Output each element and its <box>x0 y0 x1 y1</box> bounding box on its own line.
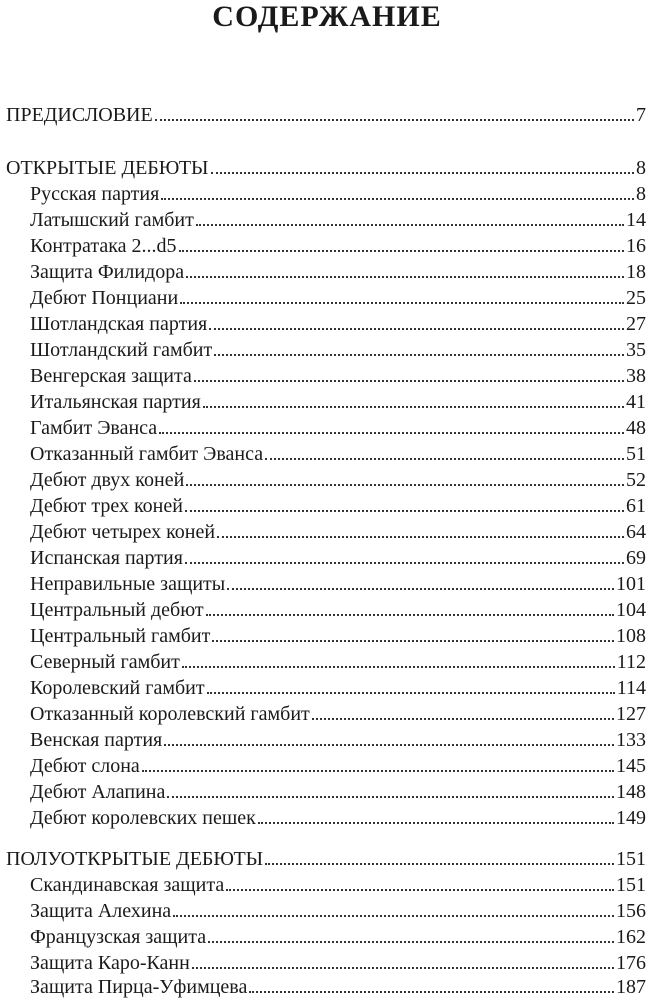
toc-label: Гамбит Эванса <box>30 417 158 439</box>
toc-page-number: 7 <box>636 104 646 126</box>
toc-entry[interactable] <box>30 649 646 675</box>
toc-entry[interactable] <box>30 924 646 950</box>
toc-page-number: 64 <box>626 521 646 543</box>
leader-dots <box>209 327 624 330</box>
toc-page-number: 35 <box>626 339 646 361</box>
toc-label: Дебют двух коней <box>30 469 185 491</box>
toc-label: Дебют трех коней <box>30 495 183 517</box>
leader-dots <box>179 249 624 252</box>
toc-entry[interactable] <box>30 389 646 415</box>
page-title: СОДЕРЖАНИЕ <box>212 0 442 33</box>
toc-page-number: 162 <box>616 926 646 948</box>
leader-dots <box>226 888 614 891</box>
toc-label: Дебют королевских пешек <box>30 807 256 829</box>
toc-page-number: 108 <box>616 625 646 647</box>
toc-label: Отказанный гамбит Эванса <box>30 443 264 465</box>
toc-page-number: 14 <box>626 209 646 231</box>
toc-entry[interactable] <box>30 311 646 337</box>
leader-dots <box>214 353 624 356</box>
leader-dots <box>212 639 614 642</box>
toc-label: Контратака 2...d5 <box>30 235 177 257</box>
toc-label: Северный гамбит <box>30 651 180 673</box>
toc-entry[interactable] <box>30 623 646 649</box>
toc-label: Королевский гамбит <box>30 677 205 699</box>
toc-page-number: 18 <box>626 261 646 283</box>
toc-page-number: 187 <box>616 976 646 998</box>
toc-page-number: 61 <box>626 495 646 517</box>
toc-page-number: 176 <box>616 952 646 974</box>
toc-entry[interactable] <box>30 519 646 545</box>
toc-entry[interactable] <box>30 872 646 898</box>
toc-entry[interactable] <box>30 545 646 571</box>
toc-page-number: 151 <box>616 848 646 870</box>
toc-section-open-openings[interactable] <box>6 155 646 181</box>
toc-label: Испанская партия <box>30 547 183 569</box>
toc-label: Русская партия <box>30 183 160 205</box>
toc-label: Неправильные защиты <box>30 573 226 595</box>
toc-page-number: 16 <box>626 235 646 257</box>
toc-entry[interactable] <box>30 285 646 311</box>
toc-label: Венская партия <box>30 729 163 751</box>
toc-entry[interactable] <box>30 898 646 924</box>
leader-dots <box>312 717 614 720</box>
toc-page-number: 25 <box>626 287 646 309</box>
leader-dots <box>207 691 615 694</box>
toc-label: Дебют слона <box>30 755 140 777</box>
toc-entry[interactable] <box>30 950 646 976</box>
leader-dots <box>194 379 624 382</box>
toc-entry[interactable] <box>30 441 646 467</box>
toc-page-number: 145 <box>616 755 646 777</box>
leader-dots <box>249 990 614 993</box>
toc-label: Центральный гамбит <box>30 625 211 647</box>
leader-dots <box>196 223 624 226</box>
leader-dots <box>265 457 624 460</box>
leader-dots <box>155 118 634 121</box>
toc-entry[interactable] <box>30 675 646 701</box>
toc-section-semi-open-openings[interactable] <box>6 846 646 872</box>
toc-page-number: 148 <box>616 781 646 803</box>
leader-dots <box>185 509 624 512</box>
toc-entry[interactable] <box>30 701 646 727</box>
toc-page-number: 27 <box>626 313 646 335</box>
toc-label: Скандинавская защита <box>30 874 225 896</box>
toc-page-number: 69 <box>626 547 646 569</box>
toc-entry[interactable] <box>30 493 646 519</box>
toc-page-number: 38 <box>626 365 646 387</box>
leader-dots <box>167 795 614 798</box>
toc-entry[interactable] <box>30 337 646 363</box>
toc-label: Латышский гамбит <box>30 209 194 231</box>
toc-label: Защита Пирца-Уфимцева <box>30 976 248 998</box>
leader-dots <box>182 665 615 668</box>
toc-label: Шотландская партия <box>30 313 208 335</box>
toc-label: Защита Алехина <box>30 900 172 922</box>
toc-label: Защита Каро-Канн <box>30 952 190 974</box>
leader-dots <box>159 431 624 434</box>
toc-label: ОТКРЫТЫЕ ДЕБЮТЫ <box>6 157 209 179</box>
toc-entry[interactable] <box>30 597 646 623</box>
leader-dots <box>208 940 614 943</box>
leader-dots <box>258 821 614 824</box>
leader-dots <box>203 405 624 408</box>
toc-entry[interactable] <box>30 415 646 441</box>
toc-label: Дебют Понциани <box>30 287 179 309</box>
toc-page-number: 51 <box>626 443 646 465</box>
toc-page-number: 48 <box>626 417 646 439</box>
leader-dots <box>185 561 624 564</box>
toc-entry[interactable] <box>30 181 646 207</box>
toc-entry[interactable] <box>30 727 646 753</box>
toc-page-number: 156 <box>616 900 646 922</box>
leader-dots <box>206 613 614 616</box>
toc-entry[interactable] <box>30 571 646 597</box>
toc-page-number: 104 <box>616 599 646 621</box>
toc-label: Итальянская партия <box>30 391 201 413</box>
toc-page-number: 133 <box>616 729 646 751</box>
toc-entry[interactable] <box>30 779 646 805</box>
leader-dots <box>186 275 624 278</box>
toc-page-number: 151 <box>616 874 646 896</box>
leader-dots <box>161 197 634 200</box>
toc-entry[interactable] <box>30 753 646 779</box>
leader-dots <box>142 769 614 772</box>
toc-page-number: 101 <box>616 573 646 595</box>
toc-label: Центральный дебют <box>30 599 204 621</box>
leader-dots <box>180 301 624 304</box>
toc-label: Дебют Алапина <box>30 781 166 803</box>
toc-label: Отказанный королевский гамбит <box>30 703 310 725</box>
toc-entry[interactable] <box>30 974 646 1000</box>
toc-entry[interactable] <box>30 259 646 285</box>
toc-page-number: 52 <box>626 469 646 491</box>
leader-dots <box>217 535 624 538</box>
leader-dots <box>227 587 614 590</box>
toc-page-number: 114 <box>616 677 646 699</box>
leader-dots <box>265 862 614 865</box>
toc-page-number: 8 <box>636 157 646 179</box>
toc-label: Защита Филидора <box>30 261 185 283</box>
toc-label: ПРЕДИСЛОВИЕ <box>6 104 153 126</box>
toc-entry[interactable] <box>30 805 646 831</box>
toc-page-number: 8 <box>636 183 646 205</box>
toc-entry-preface[interactable] <box>6 102 646 128</box>
leader-dots <box>164 743 614 746</box>
toc-label: Дебют четырех коней <box>30 521 216 543</box>
toc-page-number: 127 <box>616 703 646 725</box>
leader-dots <box>173 914 614 917</box>
leader-dots <box>186 483 624 486</box>
toc-label: Французская защита <box>30 926 207 948</box>
toc-entry[interactable] <box>30 467 646 493</box>
toc-page-number: 112 <box>616 651 646 673</box>
leader-dots <box>211 171 635 174</box>
toc-label: ПОЛУОТКРЫТЫЕ ДЕБЮТЫ <box>6 848 264 870</box>
toc-entry[interactable] <box>30 233 646 259</box>
toc-label: Шотландский гамбит <box>30 339 213 361</box>
toc-entry[interactable] <box>30 363 646 389</box>
toc-page-number: 41 <box>626 391 646 413</box>
toc-label: Венгерская защита <box>30 365 192 387</box>
leader-dots <box>192 966 614 969</box>
toc-page-number: 149 <box>616 807 646 829</box>
toc-entry[interactable] <box>30 207 646 233</box>
